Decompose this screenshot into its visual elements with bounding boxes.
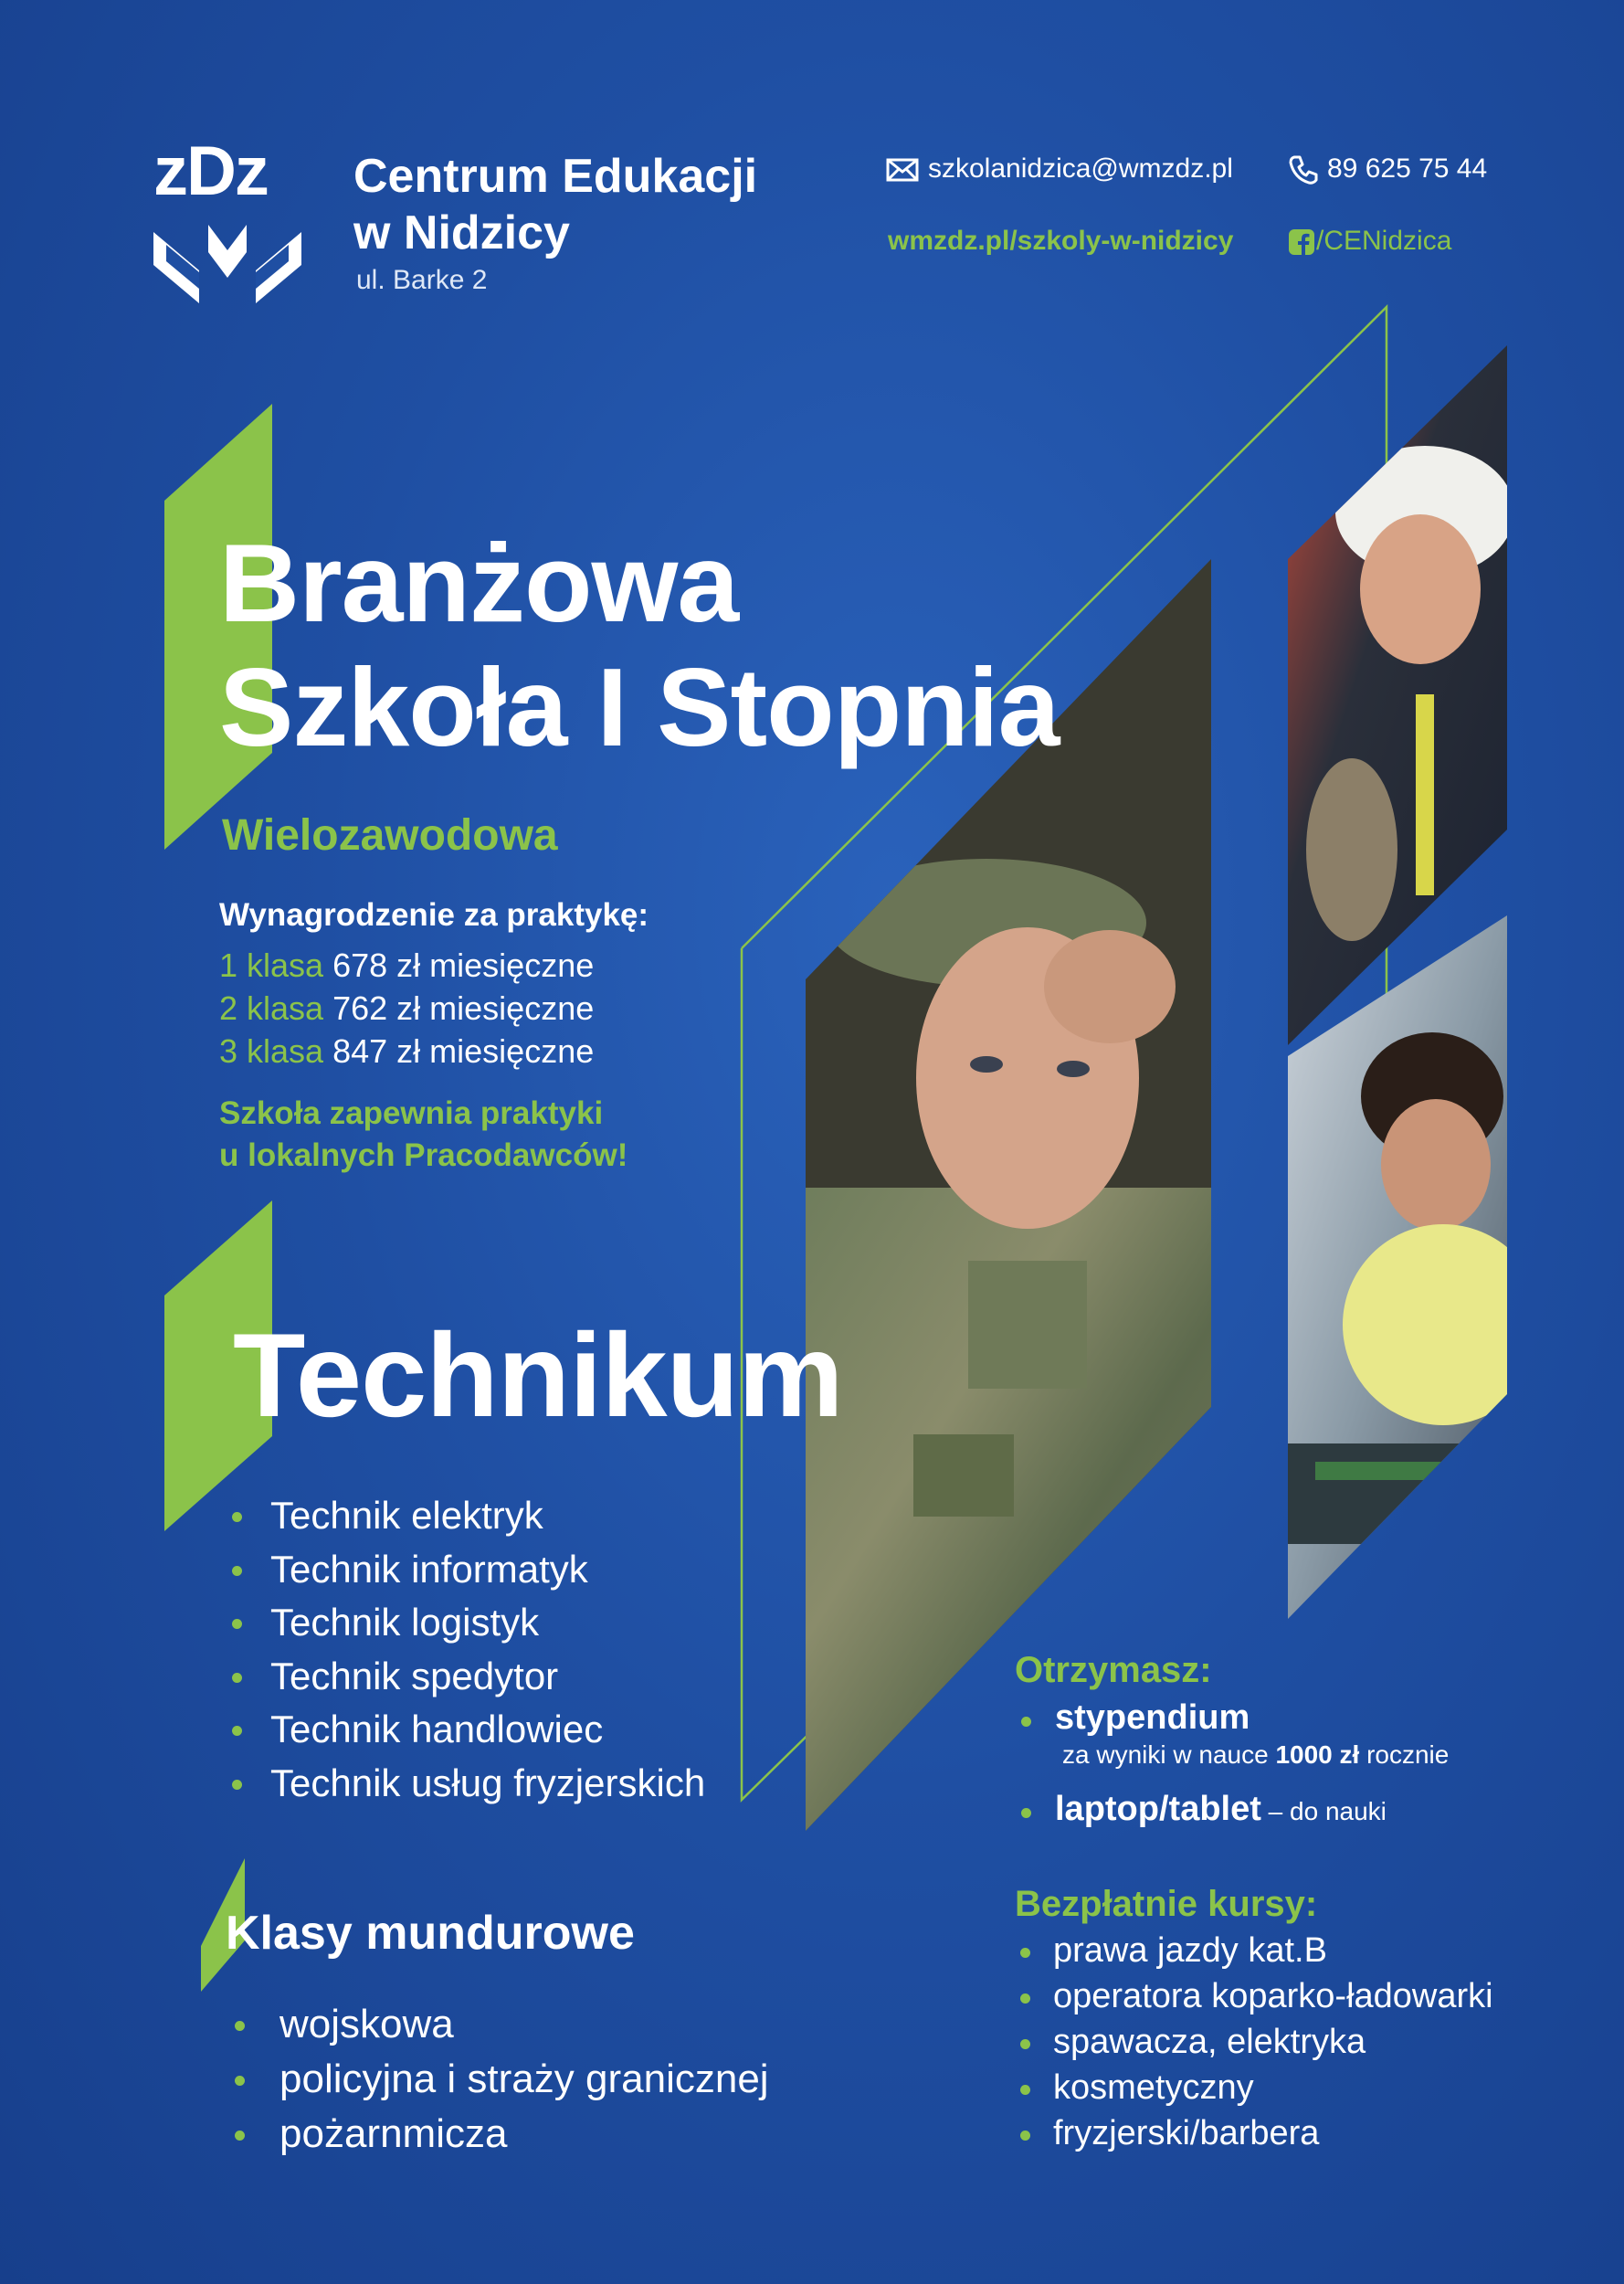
envelope-icon	[886, 158, 919, 182]
pay-row-class: 3 klasa	[219, 1032, 324, 1070]
technikum-title: Technikum	[233, 1308, 843, 1442]
phone-text: 89 625 75 44	[1327, 153, 1488, 184]
benefit-stypendium: stypendium	[1055, 1698, 1250, 1737]
zdz-logo-text: zDz	[153, 132, 268, 210]
list-item: prawa jazdy kat.B	[1053, 1928, 1493, 1973]
branzowa-title-line2: Szkoła I Stopnia	[219, 645, 1060, 769]
list-item: operatora koparko-ładowarki	[1053, 1973, 1493, 2019]
list-item: fryzjerski/barbera	[1053, 2110, 1493, 2156]
stypendium-note	[1062, 1740, 1449, 1770]
zdz-book-logo-icon	[153, 225, 301, 307]
electronics-student-photo	[1283, 909, 1544, 1631]
benefit-laptop	[1055, 1790, 1387, 1829]
pay-row	[219, 946, 594, 985]
practice-note	[219, 1093, 627, 1177]
phone-contact[interactable]	[1289, 153, 1487, 185]
laptop-label: laptop/tablet	[1055, 1790, 1261, 1828]
list-item: Technik logistyk	[270, 1596, 705, 1650]
list-item: Technik spedytor	[270, 1650, 705, 1704]
technikum-list	[270, 1489, 705, 1810]
branzowa-title	[219, 521, 1060, 769]
pay-row	[219, 1032, 594, 1071]
pay-heading: Wynagrodzenie za praktykę:	[219, 897, 649, 933]
kursy-heading: Bezpłatnie kursy:	[1015, 1884, 1318, 1924]
branzowa-subtitle: Wielozawodowa	[222, 811, 558, 860]
branzowa-title-line1: Branżowa	[219, 521, 739, 645]
pay-row-amount: 847 zł miesięczne	[332, 1032, 595, 1070]
facebook-link[interactable]	[1289, 226, 1451, 257]
kursy-list	[1053, 1928, 1493, 2156]
org-name-line2: w Nidzicy	[353, 206, 570, 259]
phone-icon	[1289, 155, 1318, 185]
facebook-icon	[1289, 229, 1314, 255]
list-item: Technik elektryk	[270, 1489, 705, 1543]
list-item: Technik informatyk	[270, 1543, 705, 1597]
org-name-line1: Centrum Edukacji	[353, 150, 758, 203]
mundurowe-list	[279, 1997, 769, 2162]
pay-row-amount: 762 zł miesięczne	[332, 989, 595, 1027]
mundurowe-title: Klasy mundurowe	[226, 1907, 635, 1960]
practice-note-line1: Szkoła zapewnia praktyki	[219, 1095, 604, 1131]
stypendium-amount: 1000 zł	[1275, 1740, 1360, 1769]
practice-note-line2: u lokalnych Pracodawców!	[219, 1137, 628, 1173]
email-contact[interactable]	[886, 153, 1233, 185]
facebook-text: /CENidzica	[1316, 226, 1452, 256]
list-item: pożarnmicza	[279, 2107, 769, 2162]
list-item: wojskowa	[279, 1997, 769, 2052]
pay-row-class: 1 klasa	[219, 946, 324, 984]
list-item: policyjna i straży granicznej	[279, 2052, 769, 2107]
organization-address: ul. Barke 2	[356, 265, 488, 295]
website-link[interactable]: wmzdz.pl/szkoly-w-nidzicy	[888, 226, 1234, 256]
pay-row	[219, 989, 594, 1028]
list-item: spawacza, elektryka	[1053, 2019, 1493, 2065]
list-item: Technik handlowiec	[270, 1703, 705, 1757]
pay-row-amount: 678 zł miesięczne	[332, 946, 595, 984]
stypendium-note-pre: za wyniki w nauce	[1062, 1740, 1276, 1769]
list-item: Technik usług fryzjerskich	[270, 1757, 705, 1811]
list-item: kosmetyczny	[1053, 2065, 1493, 2110]
pay-row-class: 2 klasa	[219, 989, 324, 1027]
otrzymasz-heading: Otrzymasz:	[1015, 1650, 1212, 1690]
laptop-note: – do nauki	[1260, 1797, 1387, 1825]
stypendium-note-post: rocznie	[1359, 1740, 1450, 1769]
organization-name	[353, 148, 757, 261]
email-text: szkolanidzica@wmzdz.pl	[928, 153, 1233, 184]
